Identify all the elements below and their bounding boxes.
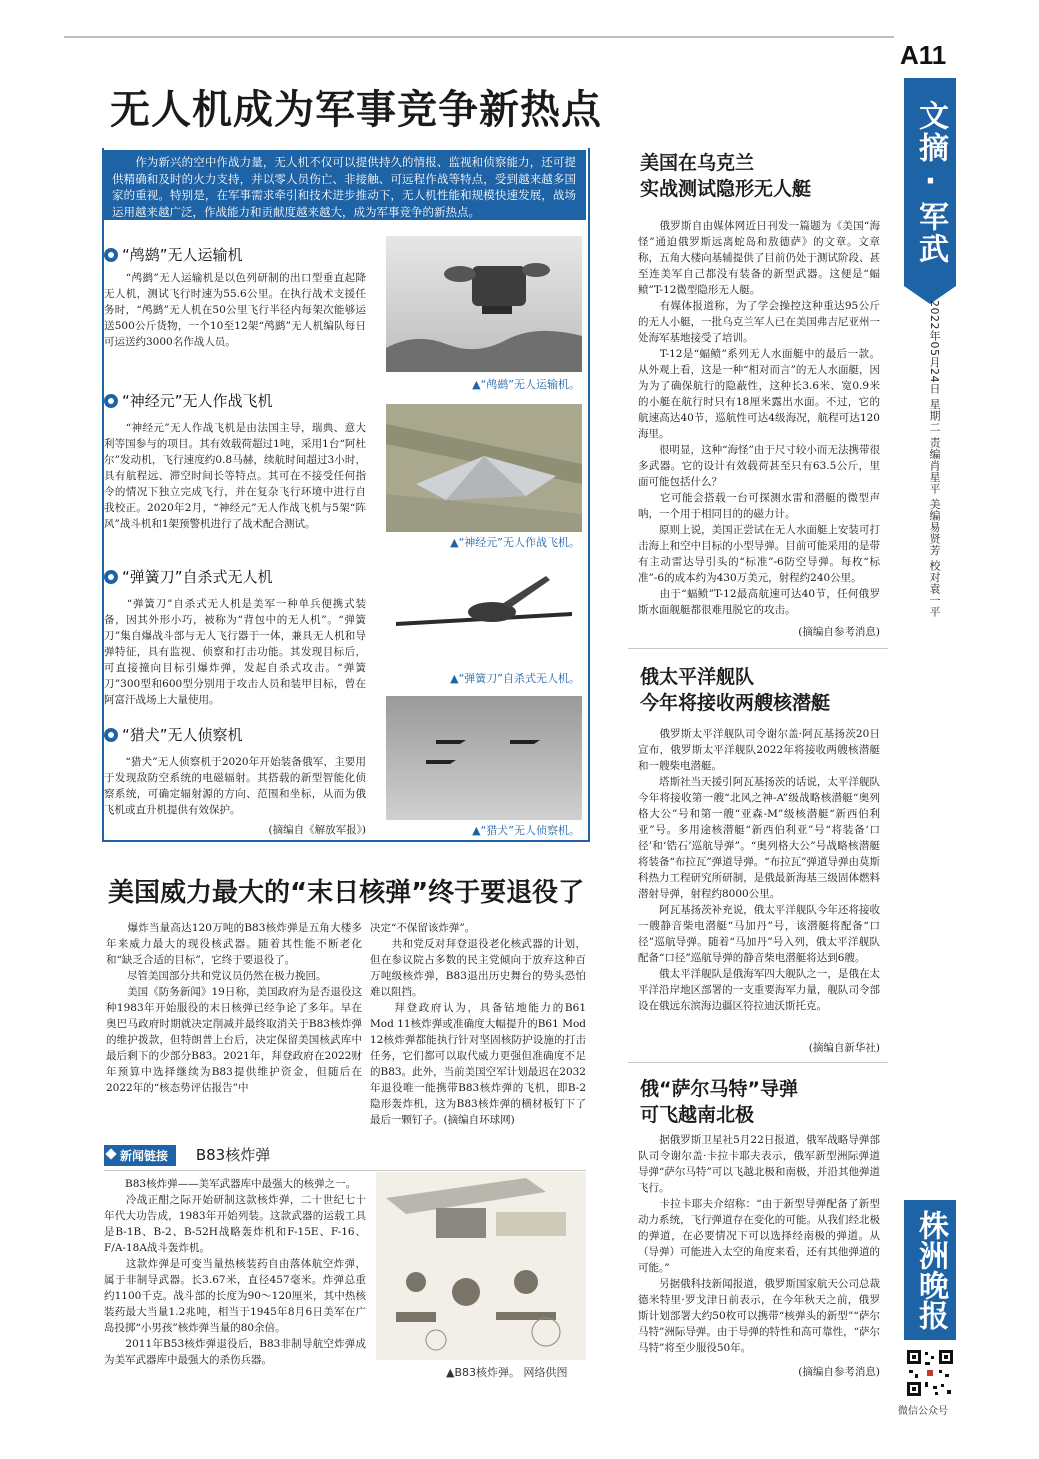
photo-hound: [386, 696, 582, 820]
qr-code-icon[interactable]: [905, 1348, 955, 1398]
right-body-3: 据俄罗斯卫星社5月22日报道，俄军战略导弹部队司令谢尔盖·卡拉卡耶夫表示，俄军新型洲际弹道导弹“萨尔马特”可以飞越北极和南极，并沿其他弹道飞行。 卡拉卡耶夫介绍称：“由于新型导弹配备了新型动力系统，飞行弹道存在变化的可能。从我们经北极的弹道，在必要情况下可以选择经南极的弹道。从（导弹）可能进入太空的角度来看，还有其他弹道的可能。” 另据俄科技新闻报道，俄罗斯国家航天公司总裁德米特里·罗戈津日前表示，在今年秋天之前，俄罗斯计划部署大约50枚可以携带“核弹头的新型”“萨尔马特”洲际导弹。由于导弹的特性和高可靠性，“萨尔马特”将至少服役50年。: [638, 1134, 880, 1354]
drone-heading-cormorant: “鸬鹚”无人运输机: [104, 244, 243, 265]
news-link-rule: [104, 1170, 586, 1171]
right-title-3: 俄“萨尔马特”导弹 可飞越南北极: [640, 1078, 798, 1126]
bullet-icon: [104, 570, 118, 584]
b83-title: 美国威力最大的“末日核弹”终于要退役了: [108, 878, 585, 908]
drone-body-switchblade: “弹簧刀”自杀式无人机是美军一种单兵便携式装备，因其外形小巧，被称为“背包中的无人机”。“弹簧刀”集自爆战斗部与无人飞行器于一体，兼具无人机和导弹特征，具有监视、侦察和打击功能。其发现目标后，可直接撞向目标引爆炸弹，发起自杀式攻击。“弹簧刀”300型和600型分别用于攻击人员和装甲目标，曾在阿富汗战场上大量使用。: [104, 598, 366, 706]
photo-switchblade: [386, 556, 582, 668]
news-link-tag: 新闻链接: [104, 1145, 176, 1166]
right-rule-2: [628, 1062, 888, 1063]
bullet-icon: [104, 394, 118, 408]
page-number: A11: [900, 40, 947, 70]
news-link-header: [104, 1144, 270, 1166]
photo-cormorant: [386, 236, 582, 372]
photo-b83: [376, 1172, 586, 1360]
caption-cormorant: ▲“鸬鹚”无人运输机。: [472, 378, 580, 391]
drone-heading-hound: “猎犬”无人侦察机: [104, 724, 243, 745]
news-link-title: B83核炸弹: [195, 1146, 271, 1164]
source-hound: (摘编自《解放军报》): [268, 824, 366, 836]
bullet-icon: [104, 248, 118, 262]
page-title: 无人机成为军事竞争新热点: [110, 87, 602, 133]
b83-col2: 决定“不保留该炸弹”。 共和党反对拜登退役老化核武器的计划，但在参议院占多数的民主党倾向于放弃这种百万吨级核炸弹，B83退出历史舞台的势头恐怕难以阻挡。 拜登政府认为，具备钻地能力的B61 Mod 11核炸弹或准确度大幅提升的B61 Mod 12核炸弹都能执行针对坚固核防护设施的打击任务，它们都可以取代威力更强但准确度不足的B83。此外，当前美国空军计划最迟在2032年退役唯一能携带B83核炸弹的飞机，即B-2隐形轰炸机，这为B83核炸弹的横材板钉下了最后一颗钉子。(摘编自环球网): [370, 922, 586, 1126]
drone-body-cormorant: “鸬鹚”无人运输机是以色列研制的出口型垂直起降无人机，测试飞行时速为55.6公里。在执行战术支援任务时，“鸬鹚”无人机在50公里飞行半径内每架次能够运送500公斤货物，一个10至12架“鸬鹚”无人机编队每日可运送约3000名作战人员。: [104, 272, 366, 348]
caption-switchblade: ▲“弹簧刀”自杀式无人机。: [450, 672, 580, 685]
photo-neuron: [386, 404, 582, 532]
caption-hound: ▲“猎犬”无人侦察机。: [472, 824, 580, 837]
right-body-2: 俄罗斯太平洋舰队司令谢尔盖·阿瓦基扬茨20日宣布，俄罗斯太平洋舰队2022年将接收两艘核潜艇和一艘柴电潜艇。 塔斯社当天援引阿瓦基扬茨的话说，太平洋舰队今年将接收第一艘“北风之神-A”级战略核潜艇“奥列格大公”号和第一艘“亚森-M”级核潜艇“新西伯利亚”号。多用途核潜艇“新西伯利亚”号“将装备‘口径’和‘锆石’巡航导弹”。“奥列格大公”号战略核潜艇将装备“布拉瓦”弹道导弹。“布拉瓦”弹道导弹由莫斯科热力工程研究所研制，是俄最新海基三级固体燃料潜射导弹，射程约8000公里。 阿瓦基扬茨补充说，俄太平洋舰队今年还将接收一艘静音柴电潜艇“马加丹”号，该潜艇将配备“口径”巡航导弹。随着“马加丹”号入列，俄太平洋舰队配备“口径”巡航导弹的静音柴电潜艇将达到6艘。 俄太平洋舰队是俄海军四大舰队之一，是俄在太平洋沿岸地区部署的一支重要海军力量，舰队司令部设在俄远东滨海边疆区符拉迪沃斯托克。: [638, 728, 880, 1012]
right-source-3: (摘编自参考消息): [798, 1366, 880, 1378]
right-body-1: 俄罗斯自由媒体网近日刊发一篇题为《美国“海怪”通迫俄罗斯远离蛇岛和敖德萨》的文章。文章称，五角大楼向基辅提供了目前仍处于测试阶段、甚至连美军自己都没有装备的新型武器。这便是“蝠鲼”T-12微型隐形无人艇。 有媒体报道称，为了学会操控这种重达95公斤的无人小艇，一批乌克兰军人已在美国弗吉尼亚州一处海军基地接受了培训。 T-12是“蝠鲼”系列无人水面艇中的最后一款。从外观上看，这是一种“相对而言”的无人水面艇，因为为了确保航行的隐蔽性，这种长3.6米、宽0.9米的小艇在航行时只有18厘米露出水面。不过，它的航速高达40节，巡航性可达4级海况，航程可达120海里。 很明显，这种“海怪”由于尺寸较小而无法携带很多武器。它的设计有效载荷甚至只有63.5公斤，里面可能包括什么？ 它可能会搭载一台可探测水雷和潜艇的微型声呐，一个用于相同目的的磁力计。 原则上说，美国正尝试在无人水面艇上安装可打击海上和空中目标的小型导弹。目前可能采用的是带有主动雷达导引头的“标准”-6防空导弹。每枚“标准”-6的成本约为430万美元，射程约240公里。 由于“蝠鲼”T-12最高航速可达40节，任何俄罗斯水面舰艇都很难甩脱它的攻击。: [638, 220, 880, 616]
caption-neuron: ▲“神经元”无人作战飞机。: [450, 536, 580, 549]
right-rule-1: [628, 648, 888, 649]
right-title-2: 俄太平洋舰队 今年将接收两艘核潜艇: [640, 666, 831, 714]
section-tag: 文摘·军武: [904, 78, 956, 286]
right-source-2: (摘编自新华社): [808, 1042, 880, 1054]
issue-meta: 2022年05月24日 星期二 责编肖星平 美编易贤芳 校对袁一平: [928, 300, 941, 618]
right-title-1: 美国在乌克兰 实战测试隐形无人艇: [640, 152, 812, 200]
right-source-1: (摘编自参考消息): [798, 626, 880, 638]
drone-body-neuron: “神经元”无人作战飞机是由法国主导，瑞典、意大利等国参与的项目。其有效载荷超过1吨，采用1台“阿杜尔”发动机，飞行速度约0.8马赫，续航时间超过3小时，具有航程远、滞空时间长等特点。其可在不接受任何指令的情况下独立完成飞行，并在复杂飞行环境中进行自我校正。2020年2月，“神经元”无人作战飞机与5架“阵风”战斗机和1架预警机进行了战术配合测试。: [104, 422, 366, 530]
bullet-icon: [104, 728, 118, 742]
top-rule: [64, 36, 894, 38]
wechat-label: 微信公众号: [898, 1406, 948, 1417]
paper-logo: 株洲晚报: [904, 1200, 956, 1340]
b83-link-body: B83核炸弹——美军武器库中最强大的核弹之一。 冷战正酣之际开始研制这款核炸弹，二十世纪七十年代大功告成，1983年开始列装。这款武器的运载工具是B-1B、B-2、B-52H战略轰炸机和F-15E、F-16、F/A-18A战斗轰炸机。 这款炸弹是可变当量热核装药自由落体航空炸弹，属于非制导武器。长3.67米，直径457毫米。炸弹总重约1100千克。战斗部的长度为90～120厘米，其中热核装药最大当量1.2兆吨，相当于1945年8月6日美军在广岛投掷“小男孩”核炸弹当量的80余倍。 2011年B53核炸弹退役后，B83非制导航空炸弹成为美军武器库中最强大的杀伤兵器。: [104, 1178, 366, 1366]
feature-intro: 作为新兴的空中作战力量，无人机不仅可以提供持久的情报、监视和侦察能力，还可提供精确和及时的火力支持，并以零人员伤亡、非接触、可远程作战等特点，受到越来越多国家的重视。特别是，在军事需求牵引和技术进步推动下，无人机性能和规模快速发展，战场运用越来越广泛，作战能力和贡献度越来越大，成为军事竞争的新热点。: [102, 150, 586, 220]
drone-heading-neuron: “神经元”无人作战飞机: [104, 390, 273, 411]
caption-b83: ▲B83核炸弹。 网络供图: [446, 1366, 568, 1379]
drone-heading-switchblade: “弹簧刀”自杀式无人机: [104, 566, 273, 587]
b83-col1: 爆炸当量高达120万吨的B83核炸弹是五角大楼多年来威力最大的现役核武器。随着其性能不断老化和“缺乏合适的目标”，它终于要退役了。 尽管美国部分共和党议员仍然在极力挽回。 美国《防务新闻》19日称，美国政府为是否退役这种1983年开始服役的末日核弹已经争论了多年。早在奥巴马政府时期就决定削减并最终取消关于B83核炸弹的维护拨款，但特朗普上台后，决定保留美国核武库中最后剩下的少部分B83。2021年，拜登政府在2022财年预算中选择继续为B83提供维护资金，但随后在2022年的“核态势评估报告”中: [106, 922, 362, 1094]
drone-body-hound: “猎犬”无人侦察机于2020年开始装备俄军，主要用于发现敌防空系统的电磁辐射。其搭载的新型智能化侦察系统，可确定辐射源的方向、范围和坐标，从而为俄飞机或直升机提供有效保护。: [104, 756, 366, 816]
